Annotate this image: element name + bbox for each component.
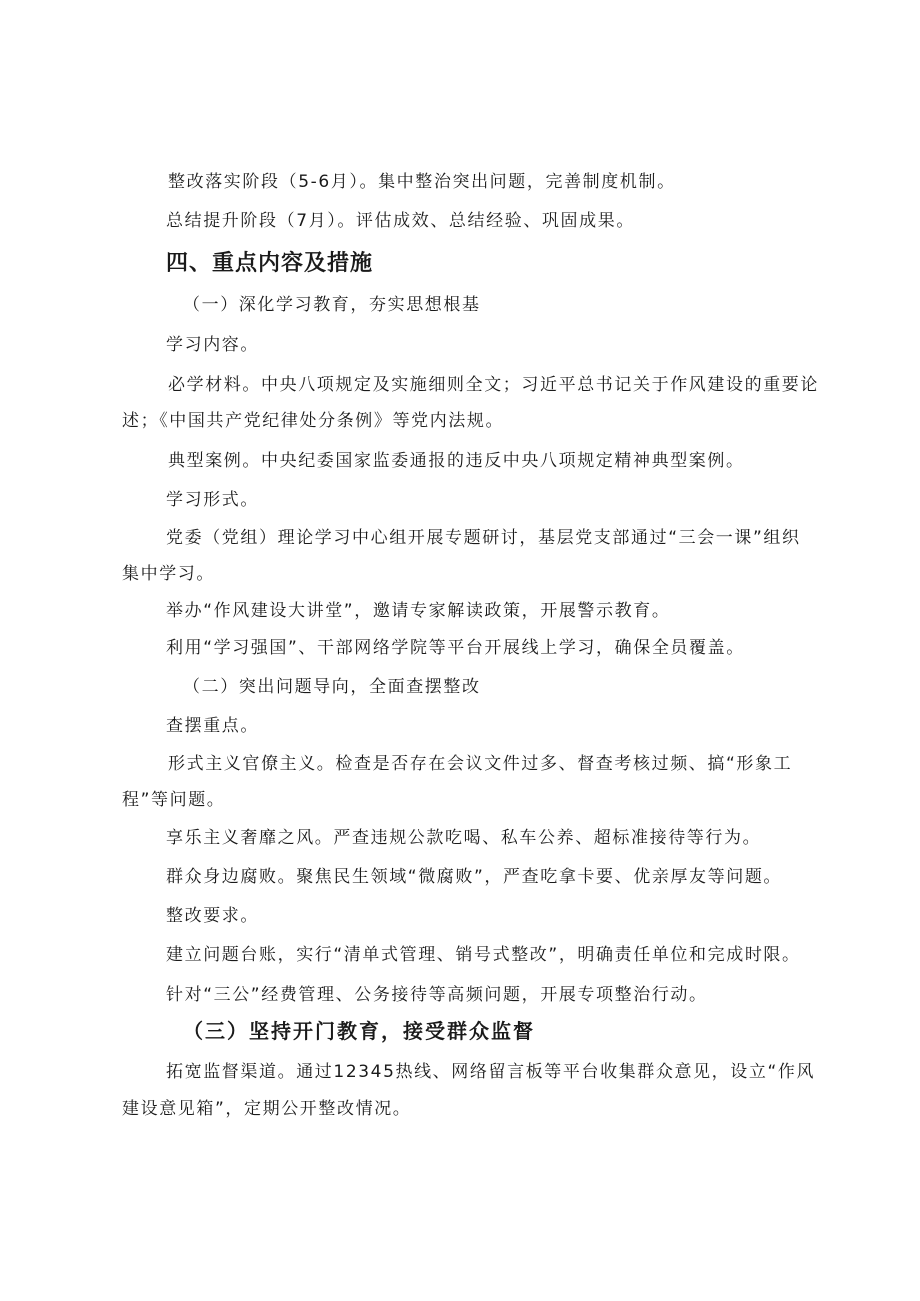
- paragraph-party-committee-cont: 集中学习。: [122, 564, 215, 584]
- paragraph-hedonism: 享乐主义奢靡之风。严查违规公款吃喝、私车公养、超标准接待等行为。: [166, 828, 762, 848]
- paragraph-required-materials-cont: 述；《中国共产党纪律处分条例》等党内法规。: [122, 411, 505, 431]
- paragraph-lecture-hall: 举办“作风建设大讲堂”，邀请专家解读政策，开展警示教育。: [166, 601, 671, 621]
- paragraph-check-focus: 查摆重点。: [166, 716, 259, 736]
- paragraph-required-materials: 必学材料。中央八项规定及实施细则全文；习近平总书记关于作风建设的重要论: [168, 375, 819, 395]
- paragraph-corruption: 群众身边腐败。聚焦民生领域“微腐败”，严查吃拿卡要、优亲厚友等问题。: [166, 867, 783, 887]
- subsection-heading-3: （三）坚持开门教育，接受群众监督: [183, 1019, 535, 1043]
- paragraph-party-committee: 党委（党组）理论学习中心组开展专题研讨，基层党支部通过“三会一课”组织: [166, 528, 801, 548]
- paragraph-supervision-channels: 拓宽监督渠道。通过12345热线、网络留言板等平台收集群众意见，设立“作风: [166, 1062, 816, 1082]
- paragraph-study-forms: 学习形式。: [166, 490, 259, 510]
- paragraph-supervision-channels-cont: 建设意见箱”，定期公开整改情况。: [122, 1099, 412, 1119]
- paragraph-study-content: 学习内容。: [166, 335, 259, 355]
- paragraph-online-learning: 利用“学习强国”、干部网络学院等平台开展线上学习，确保全员覆盖。: [166, 638, 745, 658]
- paragraph-formalism: 形式主义官僚主义。检查是否存在会议文件过多、督查考核过频、搞“形象工: [168, 754, 793, 774]
- paragraph-issue-ledger: 建立问题台账，实行“清单式管理、销号式整改”，明确责任单位和完成时限。: [166, 945, 801, 965]
- subsection-heading-1: （一）深化学习教育，夯实思想根基: [183, 295, 481, 315]
- paragraph-formalism-cont: 程”等问题。: [122, 790, 226, 810]
- paragraph-typical-cases: 典型案例。中央纪委国家监委通报的违反中央八项规定精神典型案例。: [168, 451, 745, 471]
- paragraph-rectification-requirements: 整改要求。: [166, 906, 259, 926]
- subsection-heading-2: （二）突出问题导向，全面查摆整改: [183, 677, 481, 697]
- paragraph-phase-summary: 总结提升阶段（7月）。评估成效、总结经验、巩固成果。: [166, 211, 635, 231]
- paragraph-special-rectification: 针对“三公”经费管理、公务接待等高频问题，开展专项整治行动。: [166, 985, 708, 1005]
- paragraph-phase-rectification: 整改落实阶段（5-6月）。集中整治突出问题，完善制度机制。: [168, 172, 676, 192]
- section-heading-4: 四、重点内容及措施: [166, 251, 374, 276]
